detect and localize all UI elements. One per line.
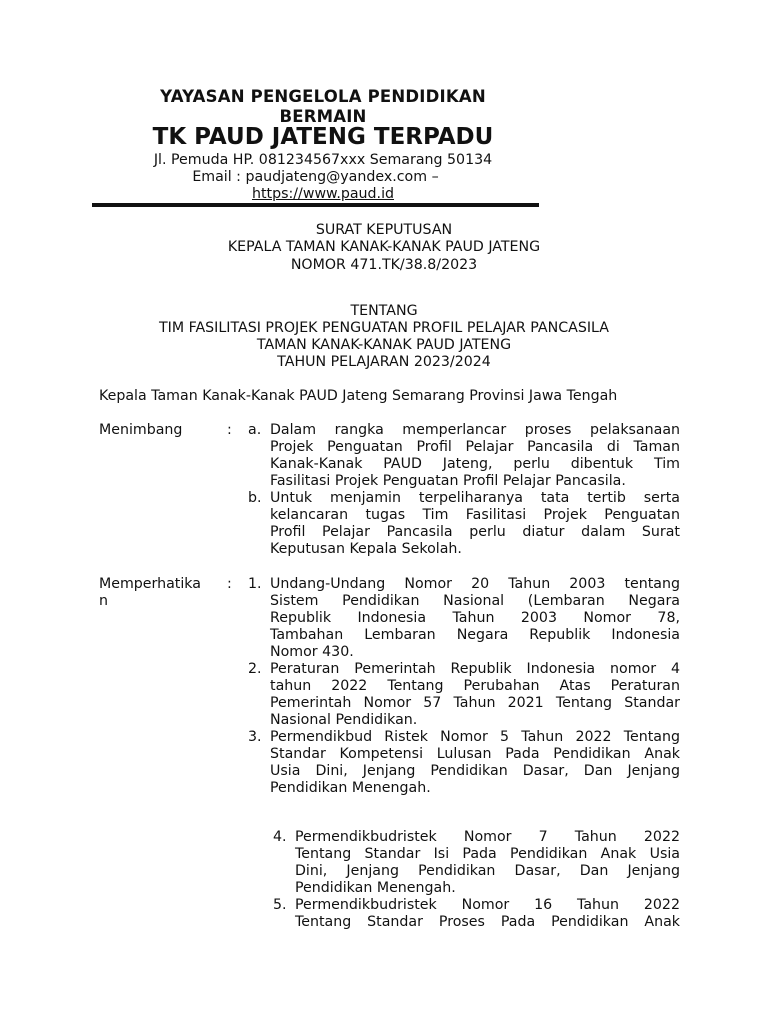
subject-line-3: TAHUN PELAJARAN 2023/2024 — [277, 354, 491, 370]
text-line: Undang-Undang Nomor 20 Tahun 2003 tentang — [270, 576, 680, 592]
menimbang-label: Menimbang — [99, 422, 183, 438]
subject-line-2: TAMAN KANAK-KANAK PAUD JATENG — [256, 337, 512, 353]
text-line: Standar Kompetensi Lulusan Pada Pendidikan Anak — [270, 746, 680, 762]
text-line: Nomor 430. — [270, 644, 354, 660]
text-line: Pemerintah Nomor 57 Tahun 2021 Tentang Standar — [270, 695, 680, 711]
menimbang-colon: : — [227, 422, 232, 438]
memperhatikan-marker-5: 5. — [273, 897, 287, 913]
menimbang-marker-a: a. — [248, 422, 262, 438]
organization-name-line2: BERMAIN — [279, 107, 367, 126]
decree-title: SURAT KEPUTUSAN — [315, 222, 453, 238]
text-line: Fasilitasi Projek Penguatan Profil Pelajar Pancasila. — [270, 473, 626, 489]
decree-number: NOMOR 471.TK/38.8/2023 — [290, 257, 478, 273]
decree-issuer: KEPALA TAMAN KANAK-KANAK PAUD JATENG — [227, 239, 541, 255]
text-line: Kanak-Kanak PAUD Jateng, perlu dibentuk Tim — [270, 456, 680, 472]
memperhatikan-item-3 — [270, 729, 680, 797]
school-email: Email : paudjateng@yandex.com – — [192, 169, 439, 185]
text-line: Dalam rangka memperlancar proses pelaksanaan — [270, 422, 680, 438]
school-address: Jl. Pemuda HP. 081234567xxx Semarang 50134 — [153, 152, 493, 168]
text-line: Dini, Jenjang Pendidikan Dasar, Dan Jenjang — [295, 863, 680, 879]
text-line: Tentang Standar Isi Pada Pendidikan Anak Usia — [295, 846, 680, 862]
memperhatikan-label-line2: n — [99, 593, 108, 609]
memperhatikan-item-5 — [295, 897, 680, 931]
memperhatikan-marker-3: 3. — [248, 729, 262, 745]
menimbang-marker-b: b. — [248, 490, 262, 506]
text-line: Republik Indonesia Tahun 2003 Nomor 78, — [270, 610, 680, 626]
text-line: Profil Pelajar Pancasila perlu diatur dalam Surat — [270, 524, 680, 540]
organization-name-line1: YAYASAN PENGELOLA PENDIDIKAN — [160, 87, 486, 106]
text-line: Usia Dini, Jenjang Pendidikan Dasar, Dan Jenjang — [270, 763, 680, 779]
memperhatikan-colon: : — [227, 576, 232, 592]
memperhatikan-item-2 — [270, 661, 680, 729]
subject-heading: TENTANG — [350, 303, 418, 319]
school-name: TK PAUD JATENG TERPADU — [152, 124, 494, 150]
memperhatikan-item-4 — [295, 829, 680, 897]
school-website-link[interactable]: https://www.paud.id — [251, 186, 395, 202]
memperhatikan-item-1 — [270, 576, 680, 661]
text-line: Tambahan Lembaran Negara Republik Indonesia — [270, 627, 680, 643]
text-line: Permendikbudristek Nomor 16 Tahun 2022 — [295, 897, 680, 913]
text-line: Keputusan Kepala Sekolah. — [270, 541, 462, 557]
text-line: Permendikbudristek Nomor 7 Tahun 2022 — [295, 829, 680, 845]
letterhead-divider — [92, 203, 539, 207]
text-line: Sistem Pendidikan Nasional (Lembaran Negara — [270, 593, 680, 609]
text-line: Nasional Pendidikan. — [270, 712, 418, 728]
text-line: Projek Penguatan Profil Pelajar Pancasila di Taman — [270, 439, 680, 455]
text-line: Untuk menjamin terpeliharanya tata tertib serta — [270, 490, 680, 506]
memperhatikan-marker-1: 1. — [248, 576, 262, 592]
memperhatikan-label-line1: Memperhatika — [99, 576, 201, 592]
text-line: Pendidikan Menengah. — [295, 880, 456, 896]
text-line: tahun 2022 Tentang Perubahan Atas Peraturan — [270, 678, 680, 694]
subject-line-1: TIM FASILITASI PROJEK PENGUATAN PROFIL PELAJAR PANCASILA — [159, 320, 609, 336]
preamble: Kepala Taman Kanak-Kanak PAUD Jateng Semarang Provinsi Jawa Tengah — [99, 388, 618, 404]
text-line: Tentang Standar Proses Pada Pendidikan Anak — [295, 914, 680, 930]
text-line: Pendidikan Menengah. — [270, 780, 431, 796]
text-line: Peraturan Pemerintah Republik Indonesia nomor 4 — [270, 661, 680, 677]
menimbang-item-b — [270, 490, 680, 558]
text-line: kelancaran tugas Tim Fasilitasi Projek Penguatan — [270, 507, 680, 523]
memperhatikan-marker-4: 4. — [273, 829, 287, 845]
memperhatikan-marker-2: 2. — [248, 661, 262, 677]
text-line: Permendikbud Ristek Nomor 5 Tahun 2022 Tentang — [270, 729, 680, 745]
menimbang-item-a — [270, 422, 680, 490]
